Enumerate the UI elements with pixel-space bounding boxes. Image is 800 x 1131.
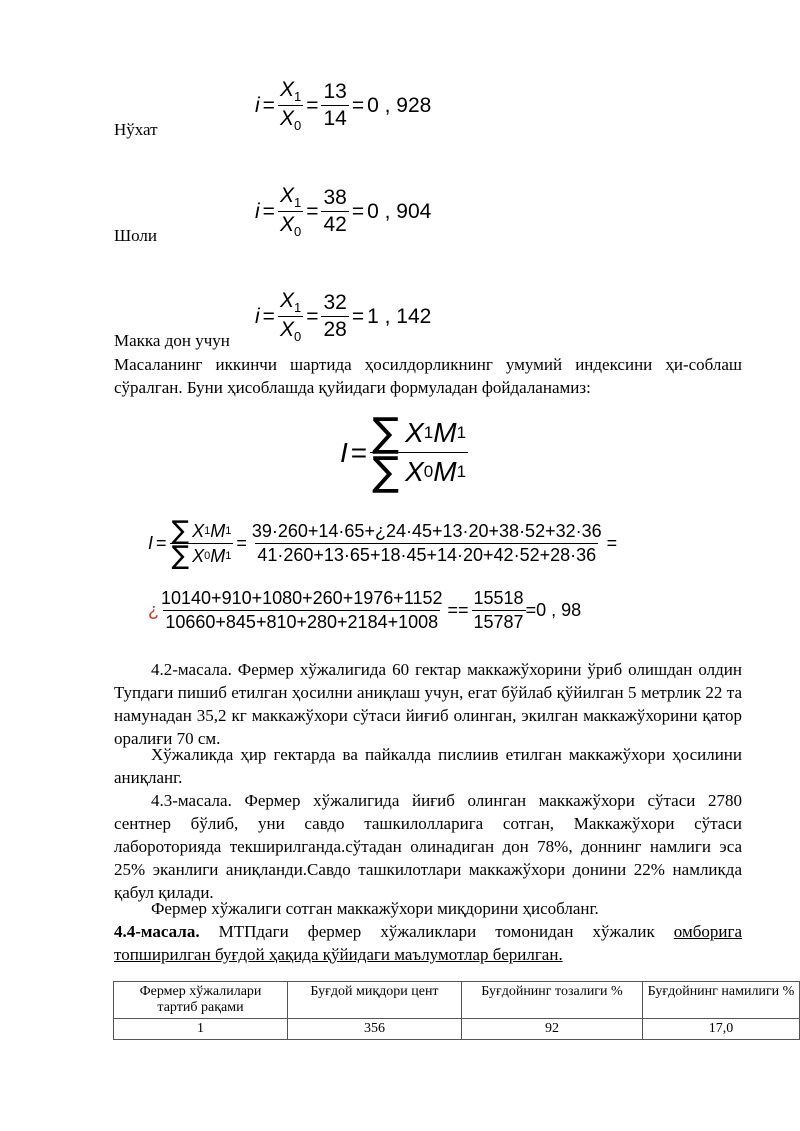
subscript: 1 (293, 89, 302, 105)
problem-4-2-question: Хўжаликда ҳир гектарда ва пайкалда пислиив етилган маккажўхори ҳосилини аниқланг. (114, 745, 742, 787)
index-formula-makka (255, 289, 431, 344)
expanded-numerator: 39·260+14·65+¿24·45+13·20+38·52+32·36 (251, 521, 602, 541)
numerator: 38 (323, 186, 347, 210)
sum-symbol: ∑ (372, 410, 400, 456)
final-result: =0 , 98 (525, 600, 582, 620)
expanded-denominator: 41·260+13·65+18·45+14·20+42·52+28·36 (257, 545, 597, 565)
x-symbol: X (192, 520, 205, 541)
equals-sign: = (262, 304, 275, 328)
m-symbol: M (433, 417, 457, 448)
x-symbol: X (279, 289, 294, 312)
total-denominator: 15787 (473, 612, 524, 632)
x-symbol: X (192, 545, 205, 566)
intro-paragraph: Масаланинг иккинчи шартида ҳосилдорликнинг умумий индексини ҳи-соблаш сўралган. Буни ҳисоблашда қуйидаги формуладан фойдаланамиз: (114, 355, 742, 397)
header-wheat-moisture: Буғдойнинг намилиги % (643, 982, 800, 1019)
ratio-fraction (278, 184, 303, 239)
total-fraction (472, 588, 526, 633)
lead-symbol: ¿ (148, 600, 159, 620)
m-symbol: M (210, 520, 226, 541)
subscript: 1 (293, 195, 302, 211)
general-fraction-small (170, 516, 234, 571)
value-fraction (321, 80, 348, 131)
calculation-line-1 (148, 516, 620, 571)
equals-sign: = (306, 304, 319, 328)
expanded-fraction (250, 521, 604, 566)
ratio-fraction (278, 289, 303, 344)
equals-sign: = (262, 199, 275, 223)
equals-sign: = (156, 533, 167, 553)
problem-4-3: 4.3-масала. Фермер хўжалигида йиғиб олинган маккажўхори сўтаси 2780 сентнер бўлиб, уни савдо ташкилолларига сотган, Маккажўхори сўтаси лабороторияда текширилганда.сўтадан олинадиган дон 78%, доннинг намлиги эса 25% эканлиги аниқланди.Савдо ташкилотлари маккажўхори донини 22% намликда қабул қилади. (114, 791, 742, 902)
equals-sign: = (350, 436, 368, 468)
problem-4-4-title: 4.4-масала. (114, 922, 200, 941)
subscript: 1 (456, 462, 467, 481)
index-result: 1 , 142 (367, 304, 432, 328)
index-symbol: i (255, 93, 260, 117)
equals-sign: = (262, 93, 275, 117)
table-header-row (114, 982, 800, 1019)
sum-fraction (159, 588, 444, 633)
total-numerator: 15518 (473, 588, 524, 608)
equals-sign: = (606, 533, 618, 553)
equals-sign: = (306, 199, 319, 223)
denominator: 14 (323, 107, 347, 131)
index-result: 0 , 928 (367, 93, 432, 117)
cell-wheat-purity: 92 (462, 1019, 643, 1040)
equals-sign: = (351, 93, 365, 117)
subscript: 1 (423, 423, 434, 442)
subscript: 0 (423, 462, 434, 481)
numerator: 32 (323, 291, 347, 315)
general-fraction (370, 410, 468, 495)
x-symbol: X (279, 78, 294, 101)
subscript: 1 (456, 423, 467, 442)
table-row (114, 1019, 800, 1040)
sum-symbol: ∑ (171, 541, 190, 571)
sum-numerator: 10140+910+1080+260+1976+1152 (161, 588, 443, 608)
x-symbol: X (279, 318, 294, 342)
header-farm-number: Фермер хўжалилари тартиб рақами (114, 982, 288, 1019)
problem-4-2: 4.2-масала. Фермер хўжалигида 60 гектар маккажўхорини ўриб олишдан олдин Тупдаги пишиб етилган ҳосилни аниқлаш учун, егат бўйлаб қўйилган 5 метрлик 22 та намунадан 35,2 кг маккажўхори сўтаси йиғиб олинган, экилган маккажўхорини қатор оралиғи 70 см. (114, 660, 742, 748)
x-symbol: X (279, 184, 294, 207)
total-index-symbol: I (340, 436, 348, 468)
sum-symbol: ∑ (171, 516, 190, 546)
index-formula-sholi (255, 184, 431, 239)
total-index-symbol: I (148, 533, 154, 553)
problem-4-4-underlined: омборига топширилган буғдой ҳақида қўйидаги маълумотлар берилган. (114, 922, 742, 964)
cell-farm-number: 1 (114, 1019, 288, 1040)
equals-sign: = (306, 93, 319, 117)
subscript: 1 (204, 525, 211, 537)
subscript: 0 (293, 329, 302, 345)
index-symbol: i (255, 304, 260, 328)
x-symbol: X (405, 456, 424, 487)
subscript: 1 (225, 525, 232, 537)
denominator: 28 (323, 318, 347, 342)
value-fraction (321, 186, 348, 237)
sum-symbol: ∑ (372, 449, 400, 495)
x-symbol: X (279, 107, 294, 131)
label-nukhat: Нўхат (114, 120, 158, 139)
calculation-line-2 (148, 588, 581, 633)
subscript: 1 (225, 550, 232, 562)
ratio-fraction (278, 78, 303, 133)
cell-wheat-moisture: 17,0 (643, 1019, 800, 1040)
header-wheat-amount: Буғдой миқдори цент (288, 982, 462, 1019)
subscript: 0 (293, 118, 302, 134)
index-result: 0 , 904 (367, 199, 432, 223)
numerator: 13 (323, 80, 347, 104)
denominator: 42 (323, 213, 347, 237)
problem-4-3-question: Фермер хўжалиги сотган маккажўхори миқдорини ҳисобланг. (151, 899, 599, 918)
index-symbol: i (255, 199, 260, 223)
equals-sign: = (351, 199, 365, 223)
equals-sign: = (351, 304, 365, 328)
general-index-formula (340, 410, 468, 495)
subscript: 0 (293, 224, 302, 240)
value-fraction (321, 291, 348, 342)
x-symbol: X (405, 417, 424, 448)
m-symbol: M (210, 545, 226, 566)
double-equals: == (447, 600, 469, 620)
label-sholi: Шоли (114, 226, 158, 245)
subscript: 1 (293, 300, 302, 316)
x-symbol: X (279, 213, 294, 237)
header-wheat-purity: Буғдойнинг тозалиги % (462, 982, 643, 1019)
sum-denominator: 10660+845+810+280+2184+1008 (165, 612, 439, 632)
index-formula-nukhat (255, 78, 431, 133)
subscript: 0 (204, 550, 211, 562)
cell-wheat-amount: 356 (288, 1019, 462, 1040)
label-makka: Макка дон учун (114, 331, 230, 350)
problem-4-4 (114, 920, 742, 966)
problem-4-4-text: МТПдаги фермер хўжаликлари томонидан хўжалик (199, 922, 674, 941)
wheat-data-table (113, 981, 800, 1040)
m-symbol: M (433, 456, 457, 487)
equals-sign: = (236, 533, 247, 553)
